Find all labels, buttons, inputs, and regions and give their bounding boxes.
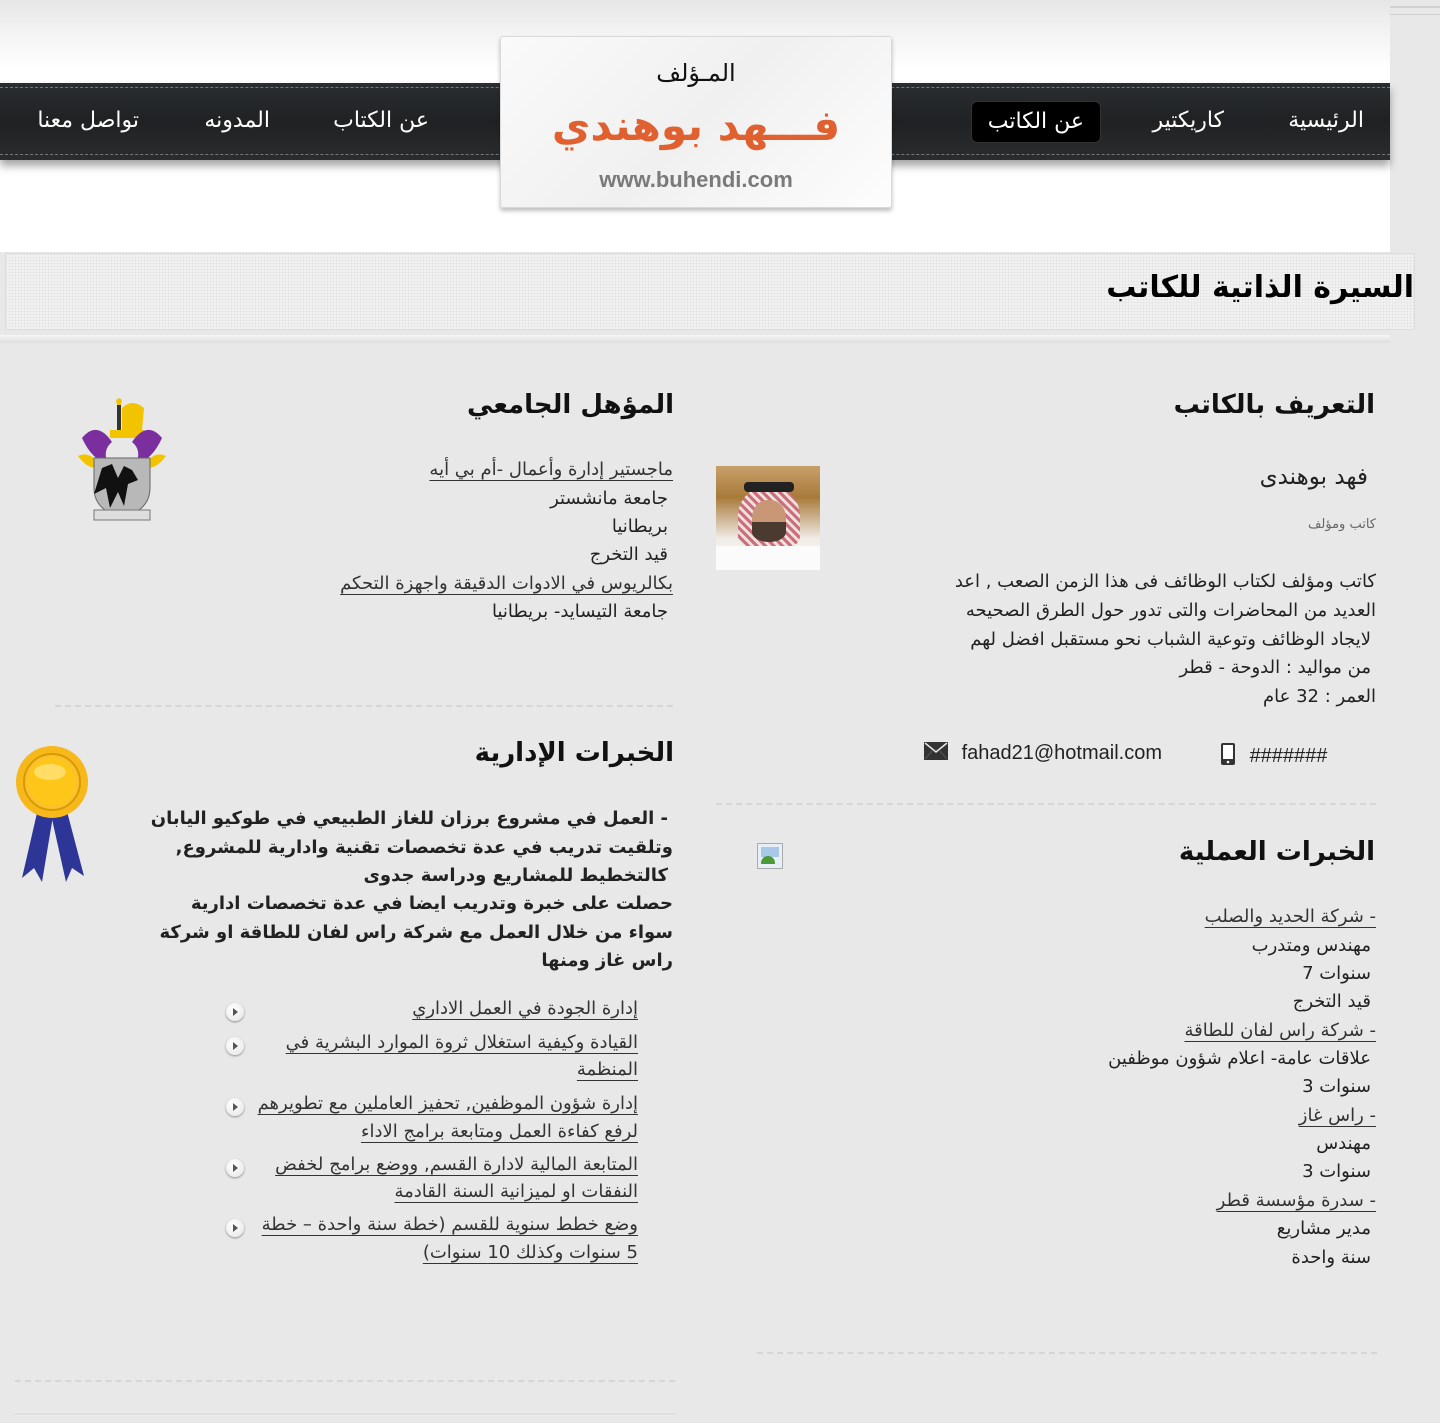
play-bullet-icon — [226, 1098, 244, 1116]
admin-skill-link[interactable]: إدارة الجودة في العمل الاداري — [412, 998, 638, 1019]
university-crest-icon — [72, 398, 172, 528]
nav-item-caricature[interactable]: كاريكتير — [1152, 108, 1224, 133]
work-detail: سنوات 3 — [1302, 1161, 1371, 1182]
mobile-phone-icon — [1220, 742, 1236, 772]
admin-experience-heading: الخبرات الإدارية — [474, 738, 674, 768]
bio-line: كاتب ومؤلف لكتاب الوظائف فى هذا الزمن الصعب , اعد — [954, 571, 1376, 592]
play-bullet-icon — [226, 1219, 244, 1237]
admin-skill-link[interactable]: القيادة وكيفية استغلال ثروة الموارد البشرية في — [285, 1032, 638, 1053]
admin-skill-link[interactable]: المنظمة — [576, 1059, 638, 1080]
admin-paragraph-line: راس غاز ومنها — [541, 950, 673, 971]
phone-contact — [1220, 742, 1327, 772]
page-title-banner — [5, 253, 1415, 330]
work-company-link[interactable]: - سدرة مؤسسة قطر — [1216, 1190, 1376, 1211]
gutter-rule — [1390, 14, 1440, 15]
nav-item-contact[interactable]: تواصل معنا — [37, 108, 139, 133]
nav-item-about-author[interactable]: عن الكاتب — [971, 101, 1101, 143]
nav-item-blog[interactable]: المدونه — [204, 108, 270, 133]
work-company-link[interactable]: - شركة الحديد والصلب — [1204, 906, 1376, 927]
work-detail: سنوات 7 — [1302, 963, 1371, 984]
work-detail: مدير مشاريع — [1276, 1218, 1371, 1239]
author-photo — [716, 466, 820, 570]
education-detail: جامعة مانشستر — [550, 488, 668, 509]
section-divider — [716, 803, 1376, 805]
admin-skill-link[interactable]: المتابعة المالية لادارة القسم, ووضع برامج لخفض — [275, 1154, 638, 1175]
bio-age: العمر : 32 عام — [1262, 686, 1376, 707]
logo-url: www.buhendi.com — [599, 167, 793, 192]
site-logo[interactable] — [500, 36, 892, 208]
admin-paragraph-line: - العمل في مشروع برزان للغاز الطبيعي في طوكيو اليابان — [150, 808, 668, 829]
work-detail: علاقات عامة- اعلام شؤون موظفين — [1108, 1048, 1371, 1069]
play-bullet-icon — [226, 1003, 244, 1021]
section-divider — [15, 1380, 675, 1382]
education-detail: جامعة التيسايد- بريطانيا — [491, 601, 668, 622]
footer-rule — [15, 1412, 675, 1416]
envelope-icon — [924, 742, 948, 766]
education-heading: المؤهل الجامعي — [467, 390, 674, 420]
award-ribbon-icon — [14, 744, 92, 886]
admin-paragraph-line: سواء من خلال العمل مع شركة راس لفان للطاقة او شركة — [159, 922, 673, 943]
bio-line: من مواليد : الدوحة - قطر — [1179, 657, 1371, 678]
work-detail: سنوات 3 — [1302, 1076, 1371, 1097]
admin-skill-link[interactable]: النفقات او لميزانية السنة القادمة — [394, 1181, 638, 1202]
section-divider — [55, 705, 673, 707]
about-heading: التعريف بالكاتب — [1173, 390, 1375, 420]
admin-skill-link[interactable]: لرفع كفاءة العمل ومتابعة برامج الاداء — [360, 1121, 638, 1142]
gutter-rule — [1390, 6, 1440, 8]
section-divider — [757, 1352, 1377, 1354]
nav-item-home[interactable]: الرئيسية — [1288, 108, 1364, 133]
work-company-link[interactable]: - راس غاز — [1298, 1105, 1376, 1126]
admin-skill-link[interactable]: إدارة شؤون الموظفين, تحفيز العاملين مع تطويرهم — [257, 1093, 638, 1114]
admin-paragraph-line: كالتخطيط للمشاريع ودراسة جدوى — [363, 865, 668, 886]
degree-link[interactable]: بكالريوس في الادوات الدقيقة واجهزة التحكم — [340, 573, 673, 594]
admin-paragraph-line: وتلقيت تدريب في عدة تخصصات تقنية وادارية للمشروع, — [175, 837, 673, 858]
logo-title: المـؤلف — [656, 59, 736, 87]
work-experience-heading: الخبرات العملية — [1178, 837, 1375, 867]
logo-author-name: فـــهد بوهندي — [551, 101, 841, 150]
work-detail: سنة واحدة — [1291, 1247, 1371, 1268]
page-title: السيرة الذاتية للكاتب — [1106, 270, 1414, 305]
broken-image-icon — [757, 843, 783, 869]
work-detail: مهندس — [1316, 1133, 1371, 1154]
phone-number: ####### — [1249, 745, 1328, 768]
education-detail: بريطانيا — [611, 516, 668, 537]
page-gutter — [1390, 0, 1440, 1423]
education-detail: قيد التخرج — [589, 544, 668, 565]
degree-link[interactable]: ماجستير إدارة وأعمال -أم بي أيه — [429, 459, 673, 480]
admin-skill-link[interactable]: 5 سنوات وكذلك 10 سنوات) — [422, 1242, 638, 1263]
play-bullet-icon — [226, 1159, 244, 1177]
nav-item-about-book[interactable]: عن الكتاب — [333, 108, 429, 133]
admin-skill-link[interactable]: وضع خطط سنوية للقسم (خطة سنة واحدة – خطة — [261, 1214, 638, 1235]
bio-line: العديد من المحاضرات والتى تدور حول الطرق الصحيحه — [965, 600, 1376, 621]
author-subtitle: كاتب ومؤلف — [1307, 517, 1376, 532]
email-address[interactable]: fahad21@hotmail.com — [961, 742, 1162, 765]
email-contact[interactable] — [924, 742, 1162, 766]
author-name: فهد بوهندى — [1259, 464, 1368, 490]
work-detail: قيد التخرج — [1292, 991, 1371, 1012]
bio-line: لايجاد الوظائف وتوعية الشباب نحو مستقبل افضل لهم — [970, 629, 1371, 650]
work-detail: مهندس ومتدرب — [1251, 935, 1371, 956]
admin-paragraph-line: حصلت على خبرة وتدريب ايضا في عدة تخصصات ادارية — [190, 893, 673, 914]
work-company-link[interactable]: - شركة راس لفان للطاقة — [1184, 1020, 1376, 1041]
play-bullet-icon — [226, 1037, 244, 1055]
title-shadow-rule — [0, 335, 1390, 343]
